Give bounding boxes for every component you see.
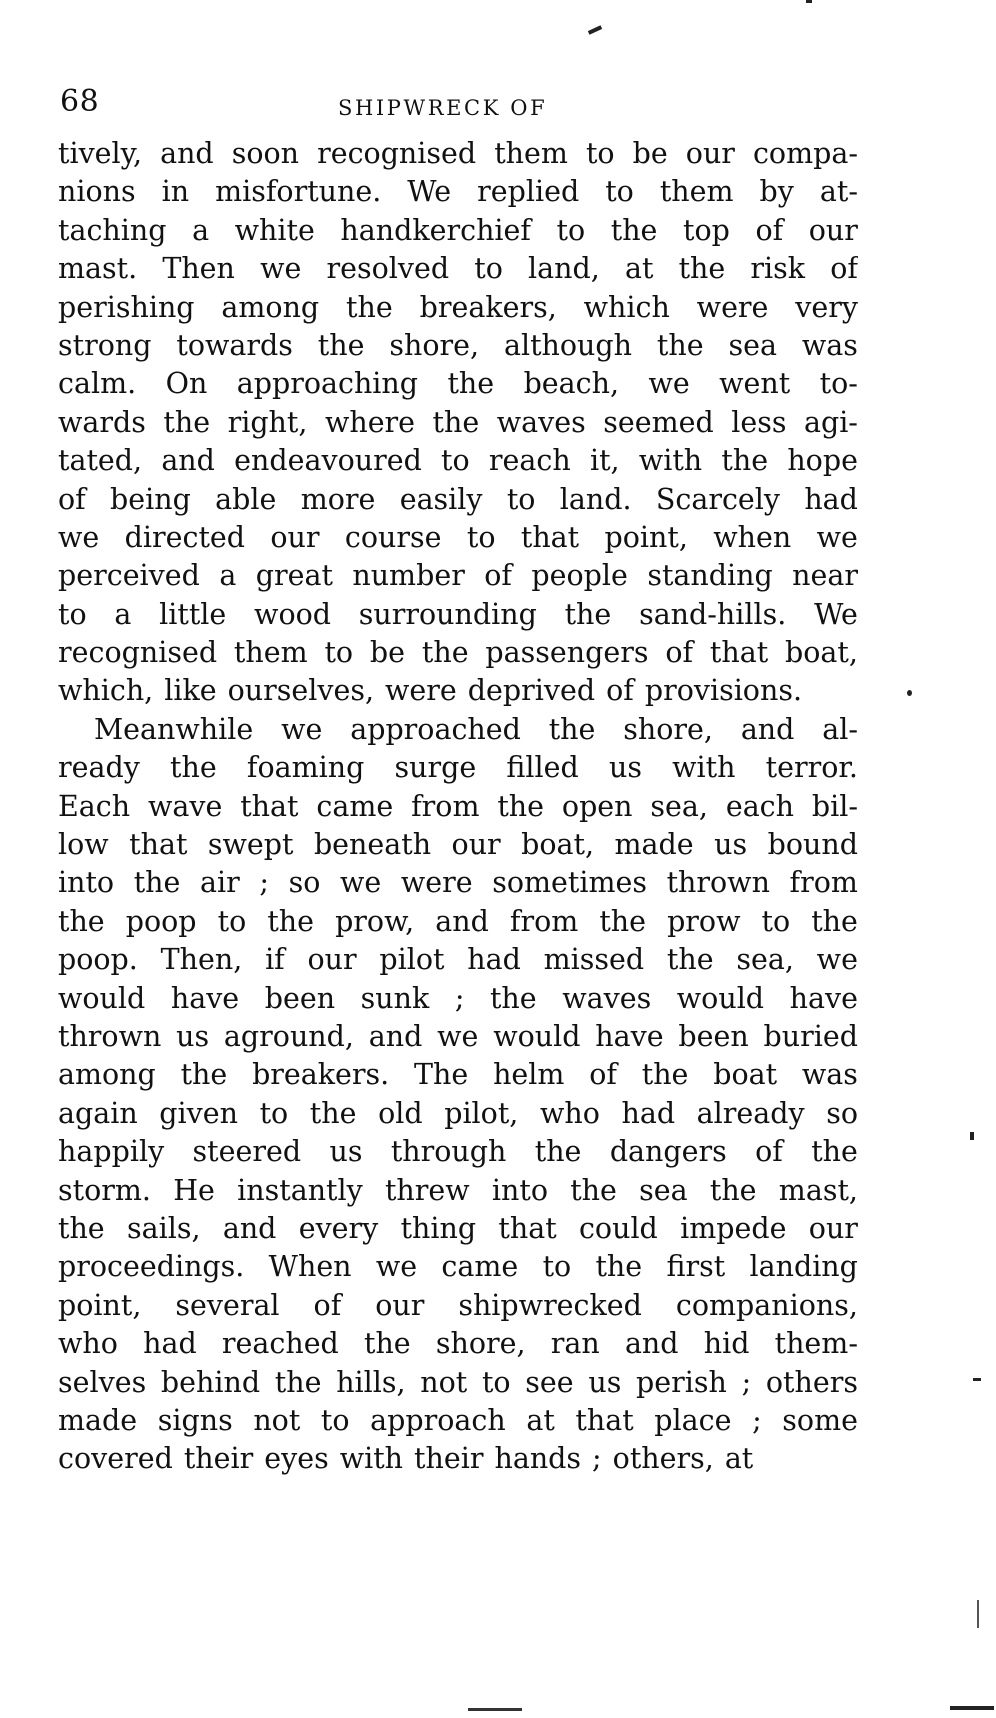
page-edge-mark xyxy=(977,1600,979,1628)
text-line: recognised them to be the passengers of that boat, xyxy=(58,636,858,670)
text-line: tated, and endeavoured to reach it, with the hope xyxy=(58,444,858,478)
text-line: mast. Then we resolved to land, at the risk of xyxy=(58,252,858,286)
text-line: taching a white handkerchief to the top of our xyxy=(58,213,858,247)
text-line: happily steered us through the dangers of the xyxy=(58,1135,858,1169)
text-line: covered their eyes with their hands ; others, at xyxy=(58,1442,754,1476)
text-line: Meanwhile we approached the shore, and al- xyxy=(94,712,858,746)
text-line: perishing among the breakers, which were very xyxy=(58,290,858,324)
ink-mark xyxy=(950,1706,994,1710)
text-line: tively, and soon recognised them to be our compa- xyxy=(58,137,858,170)
text-line: wards the right, where the waves seemed less agi- xyxy=(58,405,858,439)
ink-mark xyxy=(907,690,912,696)
text-line: nions in misfortune. We replied to them by at- xyxy=(58,175,858,209)
text-line: ready the foaming surge filled us with terror. xyxy=(58,751,858,785)
page-number: 68 xyxy=(60,84,100,119)
running-title: SHIPWRECK OF xyxy=(338,96,548,120)
text-line: the poop to the prow, and from the prow to the xyxy=(58,904,858,938)
text-line: the sails, and every thing that could impede our xyxy=(58,1211,858,1245)
text-line: point, several of our shipwrecked companions, xyxy=(58,1288,858,1322)
text-line: who had reached the shore, ran and hid them- xyxy=(58,1327,858,1361)
text-line: poop. Then, if our pilot had missed the sea, we xyxy=(58,943,858,977)
text-line: which, like ourselves, were deprived of provisions. xyxy=(58,674,803,708)
ink-mark xyxy=(806,0,812,3)
text-line: strong towards the shore, although the sea was xyxy=(58,328,858,362)
text-line: of being able more easily to land. Scarcely had xyxy=(58,482,858,516)
text-line: among the breakers. The helm of the boat was xyxy=(58,1058,858,1092)
text-line: we directed our course to that point, when we xyxy=(58,520,858,554)
text-line: perceived a great number of people standing near xyxy=(58,559,858,593)
text-line: to a little wood surrounding the sand-hills. We xyxy=(58,597,858,631)
text-line: Each wave that came from the open sea, each bil- xyxy=(58,789,858,823)
ink-mark xyxy=(970,1132,974,1140)
ink-mark xyxy=(588,25,602,35)
text-line: selves behind the hills, not to see us perish ; others xyxy=(58,1365,858,1399)
text-line: would have been sunk ; the waves would have xyxy=(58,981,858,1015)
ink-mark xyxy=(973,1378,981,1381)
text-line: proceedings. When we came to the first landing xyxy=(58,1250,858,1284)
text-line: again given to the old pilot, who had already so xyxy=(58,1096,858,1130)
text-line: calm. On approaching the beach, we went to- xyxy=(58,367,858,401)
body-text xyxy=(58,135,858,1479)
text-line: made signs not to approach at that place ; some xyxy=(58,1403,858,1437)
text-line: storm. He instantly threw into the sea the mast, xyxy=(58,1173,858,1207)
text-line: thrown us aground, and we would have been buried xyxy=(58,1019,858,1053)
ink-mark xyxy=(468,1708,522,1711)
page-header xyxy=(60,78,850,128)
text-line: into the air ; so we were sometimes thrown from xyxy=(58,866,858,900)
text-line: low that swept beneath our boat, made us bound xyxy=(58,828,858,862)
